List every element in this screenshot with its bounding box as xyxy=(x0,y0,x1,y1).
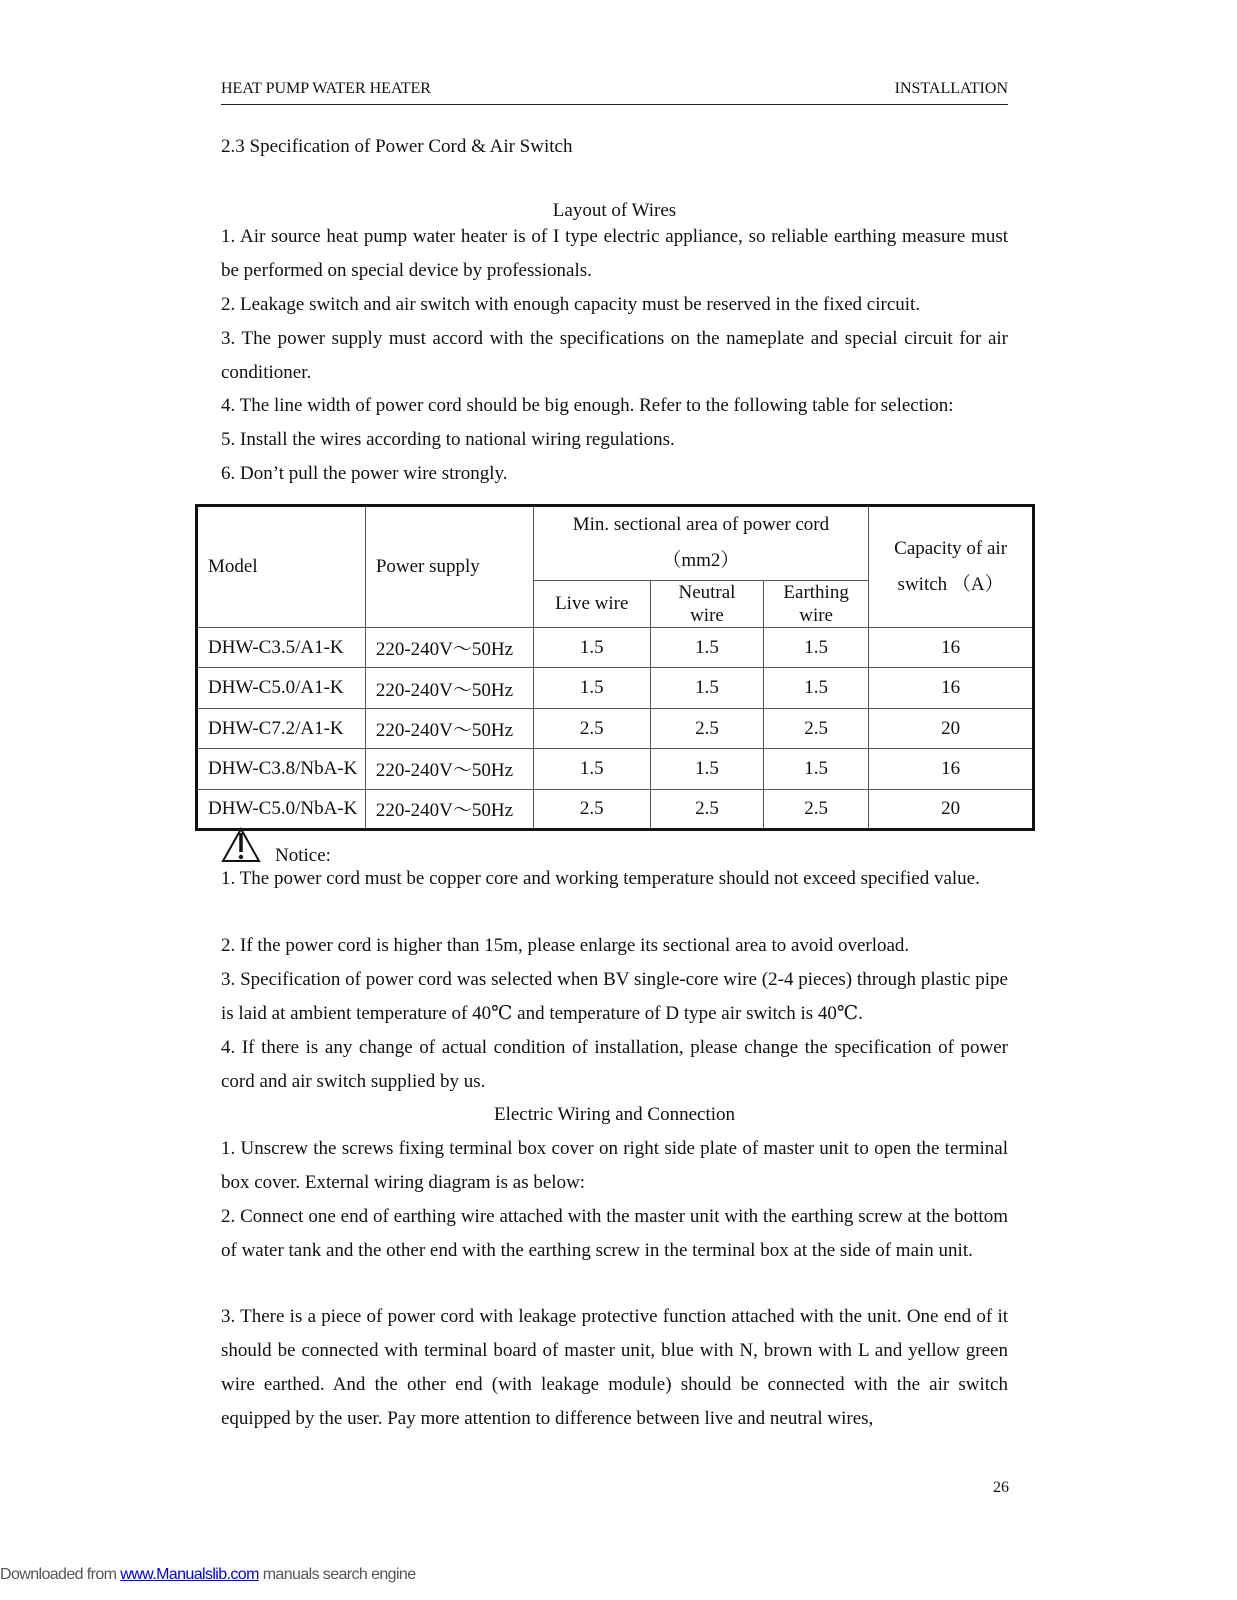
cell-power-supply: 220-240V～50Hz xyxy=(365,708,533,748)
header-chapter-title: INSTALLATION xyxy=(894,80,1008,97)
electric-wiring-heading: Electric Wiring and Connection xyxy=(493,1104,736,1125)
cell-neutral: 1.5 xyxy=(650,668,763,708)
layout-item: 2. Leakage switch and air switch with enough capacity must be reserved in the fixed circuit. xyxy=(221,294,921,315)
cell-model: DHW-C5.0/A1-K xyxy=(197,668,366,708)
table-row xyxy=(197,668,1034,708)
header-product-title: HEAT PUMP WATER HEATER xyxy=(221,80,431,97)
notice-item: 4. If there is any change of actual condition of installation, please change the specification of power cord and air switch supplied by us. xyxy=(221,1037,1008,1092)
wiring-item: 3. There is a piece of power cord with leakage protective function attached with the unit. One end of it should be connected with terminal board of master unit, blue with N, brown with L and yellow green wire earthed. And the other end (with leakage module) should be connected with the air switch equipped by the user. Pay more attention to difference between live and neutral wires, xyxy=(221,1306,1008,1429)
cell-power-supply: 220-240V～50Hz xyxy=(365,668,533,708)
section-title: 2.3 Specification of Power Cord & Air Switch xyxy=(221,136,573,157)
cell-model: DHW-C5.0/NbA-K xyxy=(197,789,366,829)
wiring-item: 1. Unscrew the screws fixing terminal box cover on right side plate of master unit to open the terminal box cover. External wiring diagram is as below: xyxy=(221,1138,1008,1193)
header-neutral-line2: wire xyxy=(690,604,724,626)
cell-earthing: 2.5 xyxy=(764,708,869,748)
cell-neutral: 2.5 xyxy=(650,789,763,829)
table-row xyxy=(197,628,1034,668)
cell-neutral: 1.5 xyxy=(650,628,763,668)
notice-label: Notice: xyxy=(275,845,331,866)
cell-power-supply: 220-240V～50Hz xyxy=(365,628,533,668)
cell-earthing: 1.5 xyxy=(764,628,869,668)
layout-item: 6. Don’t pull the power wire strongly. xyxy=(221,463,508,484)
cell-live: 2.5 xyxy=(533,789,650,829)
layout-item: 5. Install the wires according to national wiring regulations. xyxy=(221,429,675,450)
cell-earthing: 2.5 xyxy=(764,789,869,829)
cell-model: DHW-C7.2/A1-K xyxy=(197,708,366,748)
cell-live: 1.5 xyxy=(533,628,650,668)
header-min-area-unit: （mm2） xyxy=(662,550,740,572)
header-min-area-line1: Min. sectional area of power cord xyxy=(572,514,830,536)
notice-item: 2. If the power cord is higher than 15m, please enlarge its sectional area to avoid overload. xyxy=(221,935,910,956)
power-cord-spec-table xyxy=(195,504,1035,831)
page-number: 26 xyxy=(993,1479,1009,1496)
header-earthing-line1: Earthing xyxy=(783,581,849,603)
cell-model: DHW-C3.5/A1-K xyxy=(197,628,366,668)
cell-capacity: 16 xyxy=(869,749,1034,789)
header-air-switch-capacity xyxy=(869,506,1034,628)
table-header-row xyxy=(197,506,1034,581)
layout-item: 3. The power supply must accord with the specifications on the nameplate and special circuit for air conditioner. xyxy=(221,328,1008,383)
notice-item: 1. The power cord must be copper core and working temperature should not exceed specified value. xyxy=(221,868,980,889)
notice-item: 3. Specification of power cord was selected when BV single-core wire (2-4 pieces) through plastic pipe is laid at ambient temperature of 40℃ and temperature of D type air switch is 40℃. xyxy=(221,969,1008,1024)
cell-capacity: 20 xyxy=(869,789,1034,829)
header-neutral-wire xyxy=(650,580,763,627)
header-min-sectional-area xyxy=(533,506,869,581)
header-capacity-line2: switch （A） xyxy=(897,574,1004,596)
layout-item: 1. Air source heat pump water heater is of I type electric appliance, so reliable earthing measure must be performed on special device by professionals. xyxy=(221,226,1008,281)
cell-power-supply: 220-240V～50Hz xyxy=(365,789,533,829)
cell-power-supply: 220-240V～50Hz xyxy=(365,749,533,789)
table-row xyxy=(197,708,1034,748)
cell-capacity: 20 xyxy=(869,708,1034,748)
cell-live: 1.5 xyxy=(533,668,650,708)
table-row xyxy=(197,789,1034,829)
header-model: Model xyxy=(197,506,366,628)
footer-prefix: Downloaded from xyxy=(0,1566,121,1583)
header-power-supply: Power supply xyxy=(365,506,533,628)
table-row xyxy=(197,749,1034,789)
header-live-wire: Live wire xyxy=(533,580,650,627)
header-earthing-line2: wire xyxy=(799,604,833,626)
cell-capacity: 16 xyxy=(869,628,1034,668)
download-footer xyxy=(0,1566,416,1584)
cell-live: 1.5 xyxy=(533,749,650,789)
cell-neutral: 1.5 xyxy=(650,749,763,789)
layout-of-wires-heading: Layout of Wires xyxy=(552,200,677,221)
cell-live: 2.5 xyxy=(533,708,650,748)
footer-suffix: manuals search engine xyxy=(258,1566,416,1583)
header-neutral-line1: Neutral xyxy=(678,581,736,603)
header-earthing-wire xyxy=(764,580,869,627)
header-capacity-line1: Capacity of air xyxy=(894,538,1008,560)
cell-earthing: 1.5 xyxy=(764,668,869,708)
manualslib-link[interactable]: www.Manualslib.com xyxy=(120,1566,259,1583)
cell-model: DHW-C3.8/NbA-K xyxy=(197,749,366,789)
layout-item: 4. The line width of power cord should be big enough. Refer to the following table for selection: xyxy=(221,395,954,416)
cell-neutral: 2.5 xyxy=(650,708,763,748)
wiring-item: 2. Connect one end of earthing wire attached with the master unit with the earthing screw at the bottom of water tank and the other end with the earthing screw in the terminal box at the side of main unit. xyxy=(221,1206,1008,1261)
warning-triangle-icon xyxy=(221,827,261,865)
cell-capacity: 16 xyxy=(869,668,1034,708)
cell-earthing: 1.5 xyxy=(764,749,869,789)
page-header xyxy=(221,80,1008,105)
